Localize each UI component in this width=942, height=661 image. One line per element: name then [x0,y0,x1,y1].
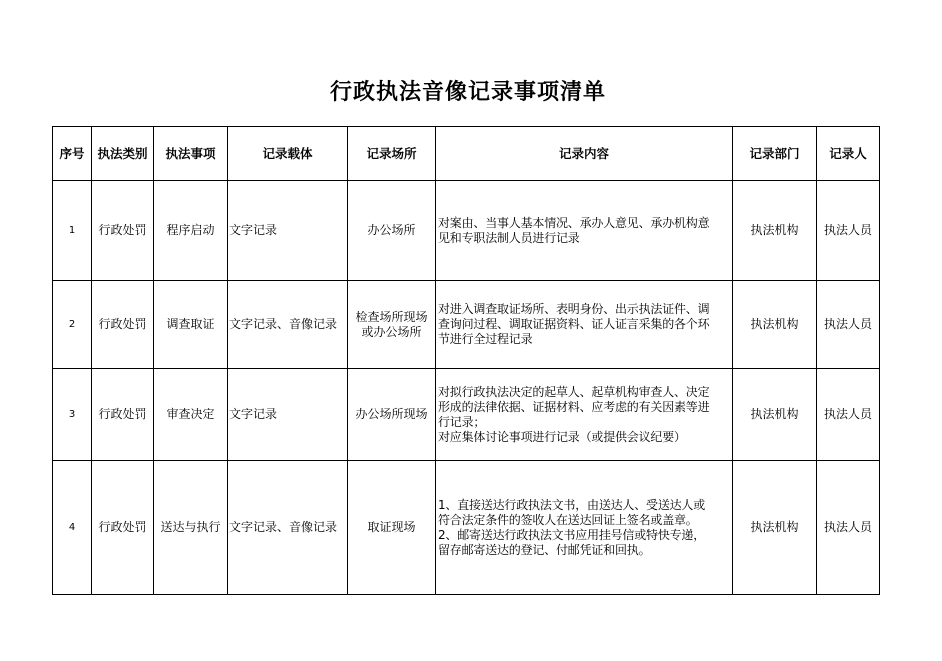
cell-category: 行政处罚 [92,281,154,369]
cell-content [436,369,733,461]
cell-content [436,461,733,595]
content-line: 对拟行政执法决定的起草人、起草机构审查人、决定 [438,384,710,399]
cell-matter: 送达与执行 [154,461,228,595]
cell-dept: 执法机构 [733,181,817,281]
header-place: 记录场所 [348,127,436,181]
content-line: 1、直接送达行政执法文书，由送达人、受送达人或 [438,497,706,512]
place-line: 取证现场 [367,520,416,534]
content-line: 对进入调查取证场所、表明身份、出示执法证件、调 [438,302,710,316]
place-line: 办公场所 [367,223,416,237]
place-line: 或办公场所 [361,324,422,339]
cell-recorder: 执法人员 [817,281,880,369]
table-row [53,461,880,595]
header-matter: 执法事项 [154,127,228,181]
cell-content [436,281,733,369]
cell-matter: 程序启动 [154,181,228,281]
cell-dept: 执法机构 [733,369,817,461]
table-row [53,369,880,461]
cell-recorder: 执法人员 [817,369,880,461]
header-category: 执法类别 [92,127,154,181]
cell-seq: 1 [53,181,92,281]
cell-matter: 审查决定 [154,369,228,461]
cell-recorder: 执法人员 [817,181,880,281]
cell-seq: 3 [53,369,92,461]
cell-carrier: 文字记录、音像记录 [228,281,348,369]
content-line: 节进行全过程记录 [438,332,533,346]
cell-category: 行政处罚 [92,369,154,461]
table-row [53,281,880,369]
content-line: 见和专职法制人员进行记录 [438,230,580,245]
header-recorder: 记录人 [817,127,880,181]
content-line: 留存邮寄送达的登记、付邮凭证和回执。 [438,542,651,557]
place-line: 检查场所现场 [355,309,428,324]
place-line: 办公场所现场 [355,407,428,421]
table-header-row [53,127,880,181]
content-line: 对案由、当事人基本情况、承办人意见、承办机构意 [438,215,710,230]
records-table [52,126,880,595]
cell-carrier: 文字记录、音像记录 [228,461,348,595]
header-dept: 记录部门 [733,127,817,181]
cell-place [348,369,436,461]
content-line: 查询问过程、调取证据资料、证人证言采集的各个环 [438,317,710,331]
header-carrier: 记录载体 [228,127,348,181]
cell-seq: 4 [53,461,92,595]
cell-carrier: 文字记录 [228,369,348,461]
cell-recorder: 执法人员 [817,461,880,595]
cell-place [348,281,436,369]
content-line: 行记录； [438,414,486,429]
content-line: 形成的法律依据、证据材料、应考虑的有关因素等进 [438,399,710,414]
content-line: 对应集体讨论事项进行记录（或提供会议纪要） [438,429,686,444]
cell-carrier: 文字记录 [228,181,348,281]
cell-seq: 2 [53,281,92,369]
cell-category: 行政处罚 [92,181,154,281]
cell-dept: 执法机构 [733,281,817,369]
header-seq: 序号 [53,127,92,181]
page-title: 行政执法音像记录事项清单 [329,80,606,105]
cell-place [348,461,436,595]
content-line: 2、邮寄送达行政执法文书应用挂号信或特快专递， [438,527,706,542]
content-line: 符合法定条件的签收人在送达回证上签名或盖章。 [438,512,698,527]
cell-category: 行政处罚 [92,461,154,595]
cell-matter: 调查取证 [154,281,228,369]
cell-dept: 执法机构 [733,461,817,595]
cell-content [436,181,733,281]
table-row [53,181,880,281]
header-content: 记录内容 [436,127,733,181]
cell-place [348,181,436,281]
